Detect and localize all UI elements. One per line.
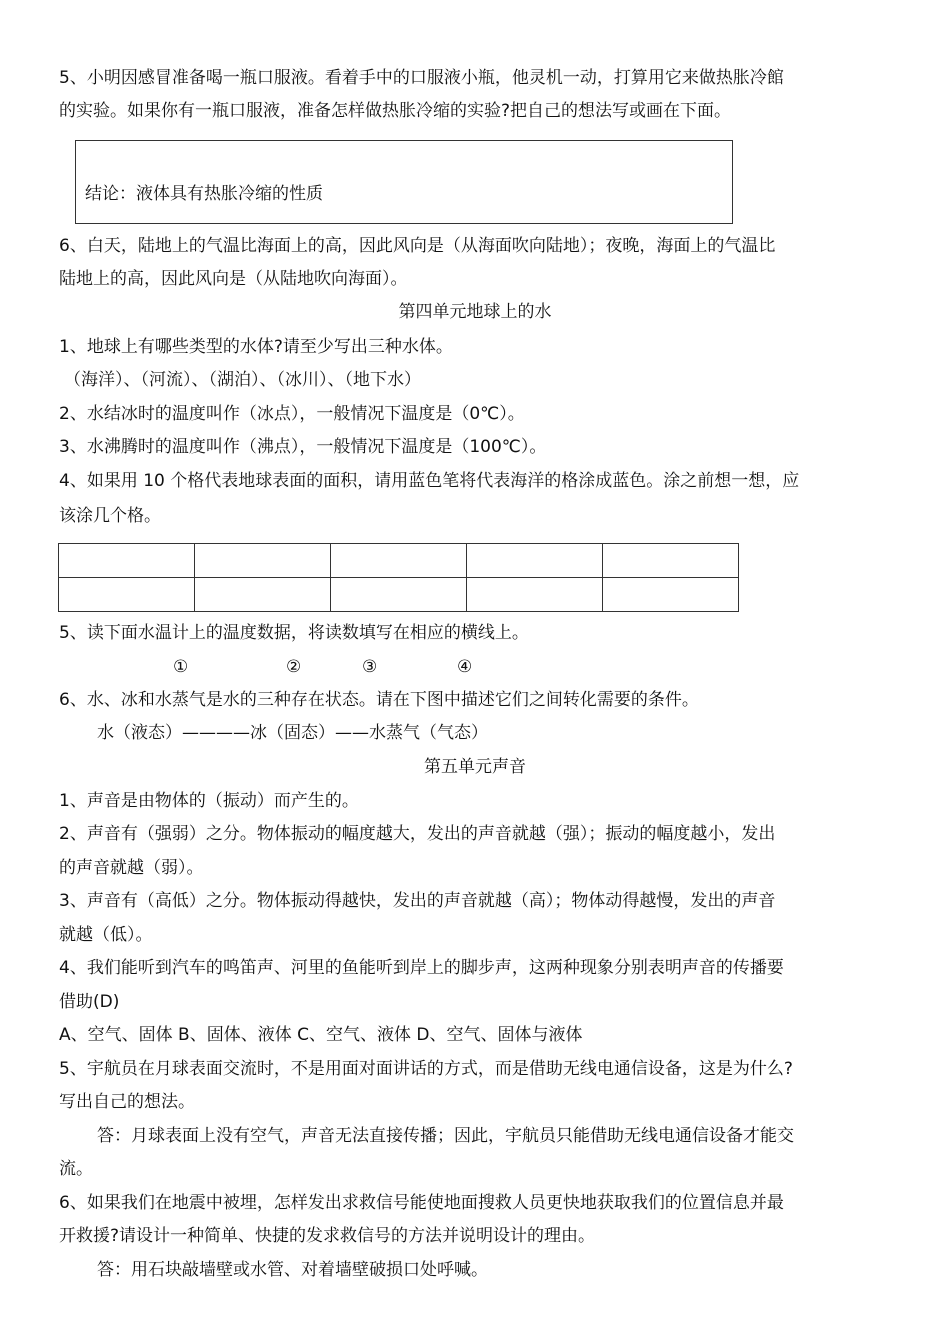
question-text: 1、声音是由物体的（振动）而产生的。 (59, 791, 359, 811)
question-text: 借助(D) (59, 992, 120, 1012)
answer-text: 流。 (59, 1159, 93, 1179)
question-text: 3、水沸腾时的温度叫作（沸点），一般情况下温度是（100℃）。 (59, 437, 547, 457)
question-text: 陆地上的高，因此风向是（从陆地吹向海面）。 (59, 269, 408, 289)
question-text: 5、宇航员在月球表面交流时，不是用面对面讲话的方式，而是借助无线电通信设备，这是为什么? (59, 1059, 793, 1079)
answer-text: 答：用石块敲墙壁或水管、对着墙壁破损口处呼喊。 (97, 1260, 488, 1280)
answer-options: A、空气、固体 B、固体、液体 C、空气、液体 D、空气、固体与液体 (59, 1025, 583, 1045)
grid-cell[interactable] (59, 544, 195, 578)
question-text: 就越（低）。 (59, 925, 153, 945)
ocean-grid (58, 543, 739, 612)
question-text: 6、白天，陆地上的气温比海面上的高，因此风向是（从海面吹向陆地）；夜晚，海面上的气温比 (59, 236, 776, 256)
grid-cell[interactable] (467, 544, 603, 578)
thermometer-marker-2: ② (286, 657, 302, 677)
question-text: 4、如果用 10 个格代表地球表面的面积，请用蓝色笔将代表海洋的格涂成蓝色。涂之前想一想，应 (59, 471, 800, 491)
question-text: 5、小明因感冒准备喝一瓶口服液。看着手中的口服液小瓶，他灵机一动，打算用它来做热胀冷館 (59, 68, 784, 88)
question-text: 2、水结冰时的温度叫作（冰点），一般情况下温度是（0℃）。 (59, 404, 525, 424)
question-text: 2、声音有（强弱）之分。物体振动的幅度越大，发出的声音就越（强）；振动的幅度越小，发出 (59, 824, 776, 844)
conclusion-text: 结论：液体具有热胀冷缩的性质 (85, 184, 323, 204)
thermometer-marker-3: ③ (362, 657, 378, 677)
grid-cell[interactable] (467, 578, 603, 612)
question-text: 该涂几个格。 (59, 506, 161, 526)
question-text: 4、我们能听到汽车的鸣笛声、河里的鱼能听到岸上的脚步声，这两种现象分别表明声音的传播要 (59, 958, 784, 978)
answer-box (75, 140, 733, 224)
question-text: 6、水、冰和水蒸气是水的三种存在状态。请在下图中描述它们之间转化需要的条件。 (59, 690, 699, 710)
answer-text: （海洋）、（河流）、（湖泊）、（冰川）、（地下水） (64, 370, 421, 390)
grid-cell[interactable] (603, 578, 739, 612)
unit-title: 第五单元声音 (424, 757, 526, 777)
state-diagram-text: 水（液态）————冰（固态）——水蒸气（气态） (97, 723, 488, 743)
grid-cell[interactable] (603, 544, 739, 578)
thermometer-marker-4: ④ (457, 657, 473, 677)
question-text: 的声音就越（弱）。 (59, 858, 204, 878)
unit-title: 第四单元地球上的水 (398, 302, 552, 322)
question-text: 开救援?请设计一种简单、快捷的发求救信号的方法并说明设计的理由。 (59, 1226, 596, 1246)
grid-cell[interactable] (331, 578, 467, 612)
grid-cell[interactable] (195, 544, 331, 578)
question-text: 5、读下面水温计上的温度数据，将读数填写在相应的横线上。 (59, 623, 529, 643)
answer-text: 答：月球表面上没有空气，声音无法直接传播；因此，宇航员只能借助无线电通信设备才能交 (97, 1126, 794, 1146)
question-text: 6、如果我们在地震中被埋，怎样发出求救信号能使地面搜救人员更快地获取我们的位置信息并最 (59, 1193, 784, 1213)
question-text: 1、地球上有哪些类型的水体?请至少写出三种水体。 (59, 337, 453, 357)
grid-cell[interactable] (59, 578, 195, 612)
thermometer-marker-1: ① (173, 657, 189, 677)
grid-cell[interactable] (331, 544, 467, 578)
question-text: 3、声音有（高低）之分。物体振动得越快，发出的声音就越（高）；物体动得越慢，发出的声音 (59, 891, 776, 911)
grid-cell[interactable] (195, 578, 331, 612)
question-text: 的实验。如果你有一瓶口服液，准备怎样做热胀冷缩的实验?把自己的想法写或画在下面。 (59, 101, 732, 121)
question-text: 写出自己的想法。 (59, 1092, 195, 1112)
